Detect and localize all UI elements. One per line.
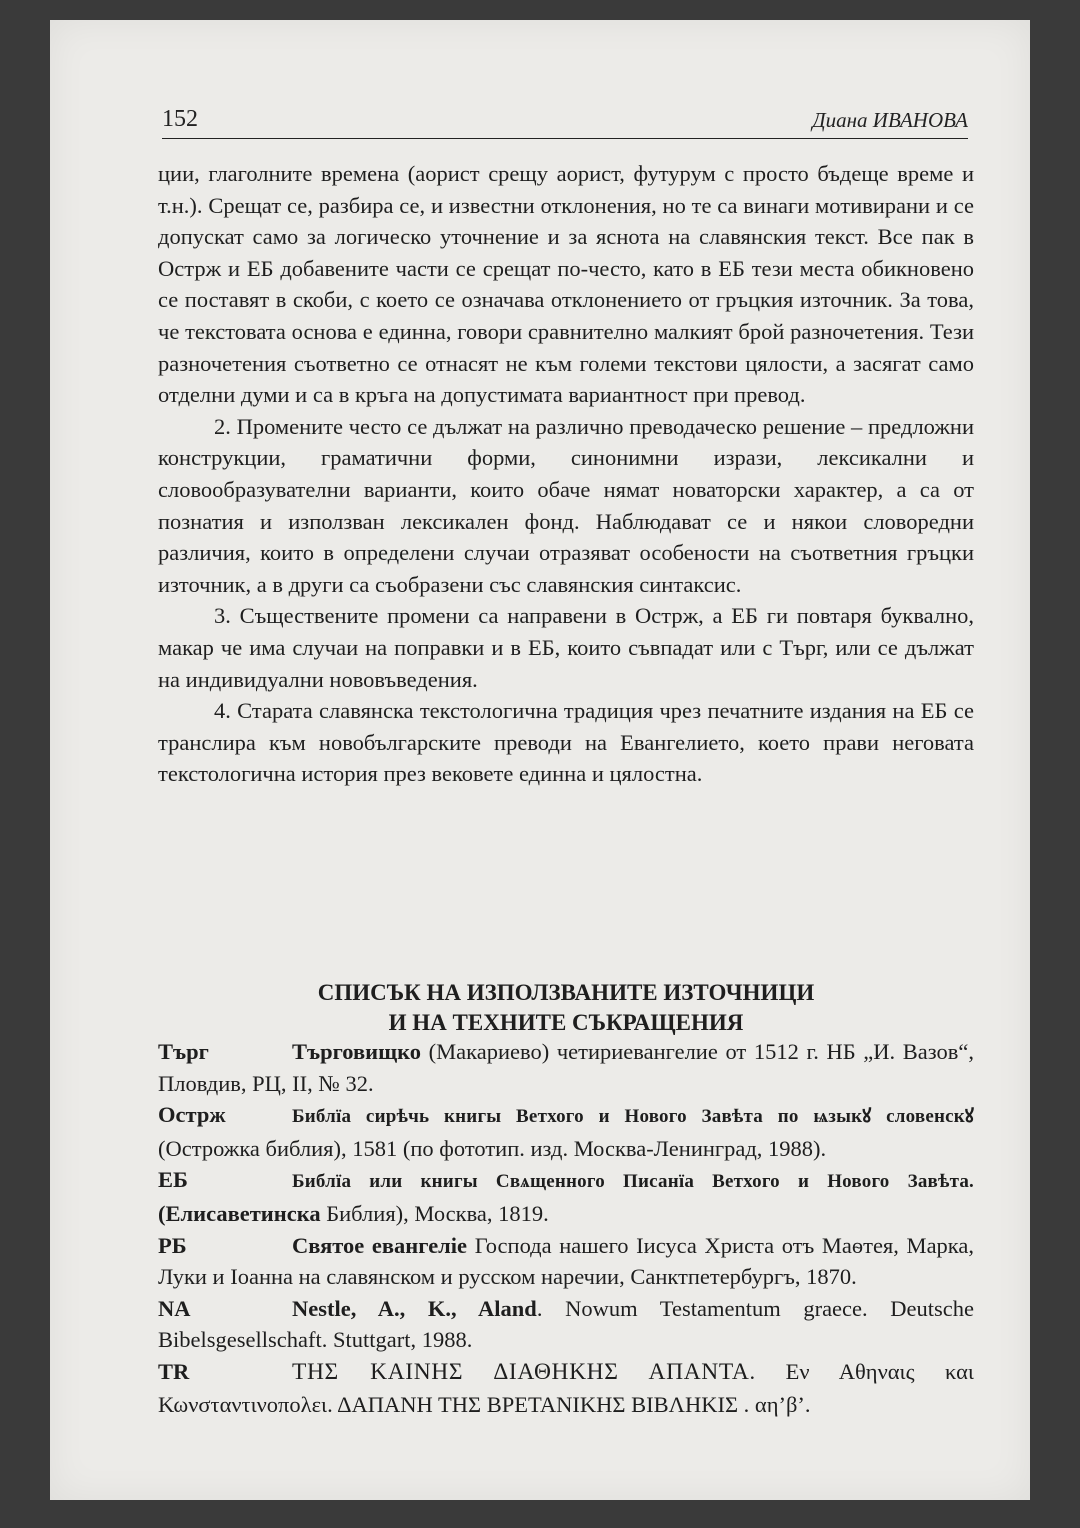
source-details: . Nowum Testamentum graece. Deutsche Bibelsgesellschaft. Stuttgart, 1988. (158, 1295, 974, 1353)
section-heading-line-2: И НА ТЕХНИТЕ СЪКРАЩЕНИЯ (388, 1010, 744, 1035)
sources-list (158, 1036, 974, 1420)
source-entry-targ (158, 1036, 974, 1099)
source-title: Святое евангелiе (292, 1232, 468, 1258)
source-title: Nestle, A., K., Aland (292, 1295, 537, 1321)
source-entry-rb (158, 1230, 974, 1293)
page-number: 152 (162, 106, 198, 132)
source-title: ΤΗΣ ΚΑΙΝΗΣ ΔΙΑΘΗΚΗΣ ΑΠΑΝΤΑ (292, 1358, 750, 1385)
source-details: Господа нашего Iисуса Христа отъ Маѳтея, Марка, Луки и Iоанна на славянском и русском наречии, Санктпетербургъ, 1870. (158, 1232, 975, 1290)
paragraph-2: 2. Промените често се дължат на различно преводаческо решение – предложни конструкции, граматични форми, синонимни изрази, лексикални и словообразувателни варианти, които обаче нямат новаторски характер, а са от познатия и използван лексикален фонд. Наблюдават се и някои словоредни различия, които в определени случаи отразяват особености на съответния гръцки източник, а в други са съобразени със славянския синтаксис. (158, 413, 974, 597)
source-details: Библия), Москва, 1819. (320, 1200, 549, 1226)
body-text (158, 158, 974, 790)
source-abbr: Острж (158, 1102, 226, 1128)
book-page (50, 20, 1030, 1500)
source-details: . Εν Αθηναις και Κωνσταντινοπολει. ΔΑΠΑΝΗ ΤΗΣ ΒΡΕΤΑΝΙΚΗΣ ΒΙΒΛΗΚΙΣ . αη’β’. (158, 1358, 974, 1417)
source-title: Търговищко (292, 1039, 422, 1064)
paragraph-3: 3. Съществените промени са направени в Острж, а ЕБ ги повтаря буквално, макар че има случаи на поправки и в ЕБ, които съвпадат или с Търг, или се дължат на индивидуални нововъведения. (158, 603, 974, 692)
source-title: Библїа или книгы Свѧщенного Писанїа Ветхого и Нового Завѣта. (292, 1171, 974, 1193)
source-title: Библїа сирѣчь книгы Ветхого и Нового Завѣта по ѩзыкꙋ словенскꙋ (292, 1106, 974, 1128)
source-entry-na (158, 1293, 974, 1356)
running-head (162, 104, 968, 139)
source-abbr: NA (158, 1295, 191, 1321)
section-heading (158, 978, 974, 1038)
source-details: (Макариево) четириевангелие от 1512 г. НБ „И. Вазов“, Пловдив, РЦ, II, № 32. (158, 1039, 974, 1096)
source-abbr: TR (158, 1358, 190, 1384)
running-author: Диана ИВАНОВА (812, 108, 968, 132)
source-entry-ostrzh (158, 1099, 974, 1164)
source-entry-tr (158, 1356, 974, 1420)
paragraph-4: 4. Старата славянска текстологична традиция чрез печатните издания на ЕБ се транслира към новобългарските преводи на Евангелието, което прави неговата текстологична история през вековете единна и цялостна. (158, 698, 974, 787)
source-abbr: ЕБ (158, 1167, 188, 1193)
source-title-2: (Елисаветинска (158, 1200, 321, 1226)
source-abbr: РБ (158, 1232, 187, 1258)
section-heading-line-1: СПИСЪК НА ИЗПОЛЗВАНИТЕ ИЗТОЧНИЦИ (317, 980, 815, 1005)
source-entry-eb (158, 1164, 974, 1229)
paragraph-1: ции, глаголните времена (аорист срещу аорист, футурум с просто бъдеще време и т.н.). Срещат се, разбира се, и известни отклонения, но те са винаги мотивирани и се допускат само за логическо уточнение и за яснота на славянския текст. Все пак в Острж и ЕБ добавените части се срещат по-често, като в ЕБ тези места обикновено се поставят в скоби, с което се означава отклонението от гръцкия източник. За това, че текстовата основа е единна, говори сравнително малкият брой разночетения. Тези разночетения съответно се отнасят не към големи текстови цялости, а засягат само отделни думи и са в кръга на допустимата вариантност при превод. (158, 161, 974, 408)
source-details: (Острожка библия), 1581 (по фототип. изд. Москва-Ленинград, 1988). (158, 1135, 827, 1161)
source-abbr: Търг (158, 1039, 209, 1064)
